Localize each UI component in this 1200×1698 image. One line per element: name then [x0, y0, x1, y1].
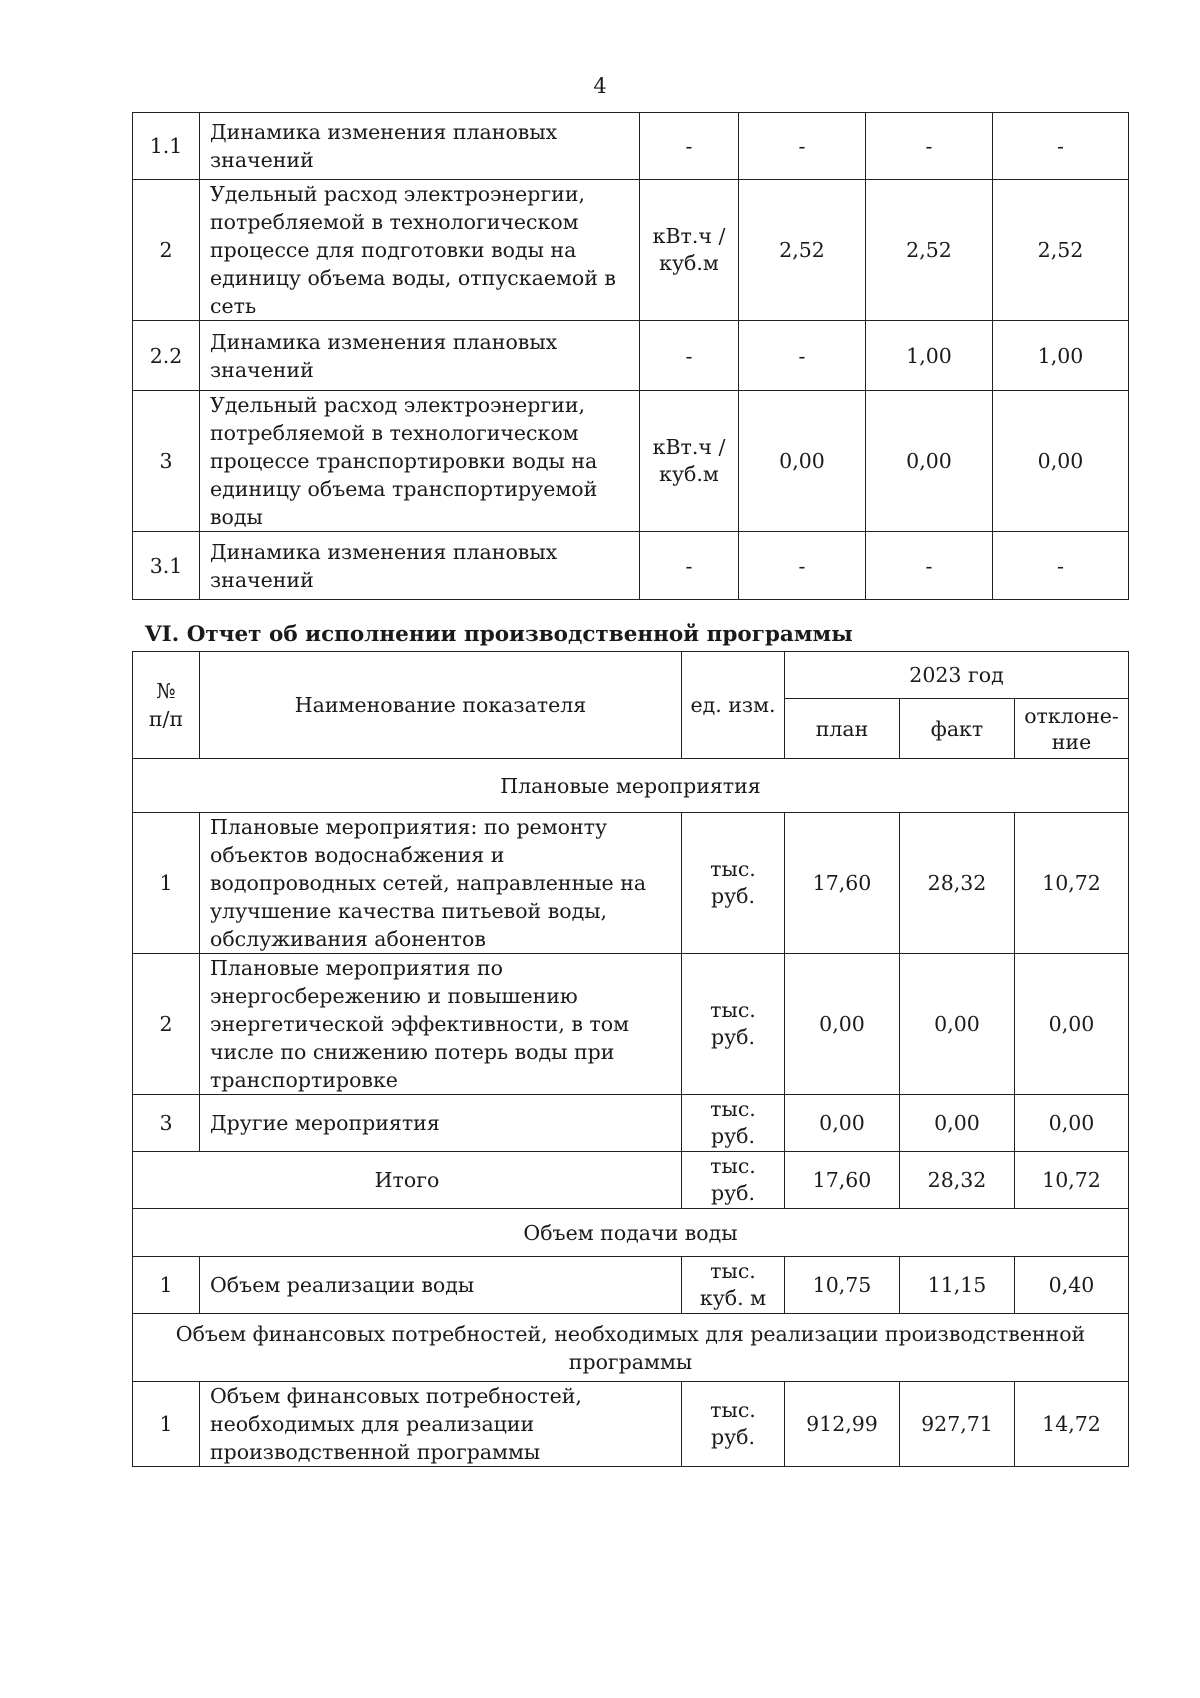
row-number: 1 [133, 1257, 200, 1314]
value-cell: 1,00 [866, 321, 993, 391]
indicator-name: Удельный расход электроэнергии, потребляемой в технологическом процессе для подготовки воды на единицу объема воды, отпускаемой в сеть [200, 180, 640, 321]
total-row [133, 1152, 1129, 1209]
section-row [133, 1209, 1129, 1257]
row-number: 3 [133, 391, 200, 532]
section-label: Объем подачи воды [133, 1209, 1129, 1257]
value-cell: 1,00 [993, 321, 1129, 391]
unit-cell: тыс. руб. [682, 1382, 785, 1467]
unit-cell: - [640, 321, 739, 391]
unit-cell: тыс. руб. [682, 813, 785, 954]
header-name: Наименование показателя [200, 652, 682, 759]
unit-cell: кВт.ч / куб.м [640, 180, 739, 321]
row-number: 2 [133, 954, 200, 1095]
table-row [133, 532, 1129, 600]
indicator-name: Плановые мероприятия по энергосбережению и повышению энергетической эффективности, в том числе по снижению потерь воды при транспортировке [200, 954, 682, 1095]
table-row [133, 813, 1129, 954]
unit-cell: тыс. руб. [682, 954, 785, 1095]
value-cell: 0,00 [866, 391, 993, 532]
section-row [133, 1314, 1129, 1382]
row-number: 2 [133, 180, 200, 321]
fact-cell: 11,15 [900, 1257, 1015, 1314]
row-number: 1.1 [133, 113, 200, 180]
table-row [133, 1257, 1129, 1314]
deviation-cell: 0,00 [1015, 1095, 1129, 1152]
header-year: 2023 год [785, 652, 1129, 699]
indicator-name: Другие мероприятия [200, 1095, 682, 1152]
indicator-name: Динамика изменения плановых значений [200, 113, 640, 180]
plan-cell: 17,60 [785, 1152, 900, 1209]
value-cell: 2,52 [866, 180, 993, 321]
unit-cell: тыс. руб. [682, 1152, 785, 1209]
plan-cell: 17,60 [785, 813, 900, 954]
table-row [133, 180, 1129, 321]
unit-cell: тыс. куб. м [682, 1257, 785, 1314]
deviation-cell: 10,72 [1015, 813, 1129, 954]
header-row [133, 652, 1129, 699]
value-cell: - [993, 113, 1129, 180]
unit-cell: - [640, 532, 739, 600]
table-row [133, 113, 1129, 180]
value-cell: - [739, 113, 866, 180]
page-number: 4 [593, 74, 607, 98]
table-row [133, 954, 1129, 1095]
indicator-name: Плановые мероприятия: по ремонту объектов водоснабжения и водопроводных сетей, направленные на улучшение качества питьевой воды, обслуживания абонентов [200, 813, 682, 954]
row-number: 2.2 [133, 321, 200, 391]
fact-cell: 927,71 [900, 1382, 1015, 1467]
value-cell: 2,52 [739, 180, 866, 321]
value-cell: 2,52 [993, 180, 1129, 321]
fact-cell: 28,32 [900, 813, 1015, 954]
value-cell: 0,00 [739, 391, 866, 532]
report-table [132, 651, 1129, 1467]
deviation-cell: 14,72 [1015, 1382, 1129, 1467]
fact-cell: 0,00 [900, 954, 1015, 1095]
unit-cell: кВт.ч / куб.м [640, 391, 739, 532]
fact-cell: 28,32 [900, 1152, 1015, 1209]
value-cell: - [866, 113, 993, 180]
indicators-table [132, 112, 1129, 600]
section-label: Плановые мероприятия [133, 759, 1129, 813]
row-number: 3 [133, 1095, 200, 1152]
indicator-name: Динамика изменения плановых значений [200, 321, 640, 391]
table-row [133, 321, 1129, 391]
plan-cell: 0,00 [785, 1095, 900, 1152]
deviation-cell: 0,00 [1015, 954, 1129, 1095]
header-num: № п/п [133, 652, 200, 759]
fact-cell: 0,00 [900, 1095, 1015, 1152]
plan-cell: 10,75 [785, 1257, 900, 1314]
header-deviation: отклоне-ние [1015, 699, 1129, 759]
deviation-cell: 0,40 [1015, 1257, 1129, 1314]
value-cell: - [640, 113, 739, 180]
row-number: 1 [133, 813, 200, 954]
section-row [133, 759, 1129, 813]
plan-cell: 0,00 [785, 954, 900, 1095]
table-row [133, 1382, 1129, 1467]
value-cell: - [866, 532, 993, 600]
table-row [133, 1095, 1129, 1152]
value-cell: 0,00 [993, 391, 1129, 532]
section-title: VI. Отчет об исполнении производственной программы [145, 622, 853, 647]
unit-cell: тыс. руб. [682, 1095, 785, 1152]
indicator-name: Объем финансовых потребностей, необходимых для реализации производственной программы [200, 1382, 682, 1467]
row-number: 3.1 [133, 532, 200, 600]
value-cell: - [739, 321, 866, 391]
header-unit: ед. изм. [682, 652, 785, 759]
value-cell: - [993, 532, 1129, 600]
plan-cell: 912,99 [785, 1382, 900, 1467]
deviation-cell: 10,72 [1015, 1152, 1129, 1209]
indicator-name: Динамика изменения плановых значений [200, 532, 640, 600]
section-label: Объем финансовых потребностей, необходимых для реализации производственной программы [133, 1314, 1129, 1382]
header-fact: факт [900, 699, 1015, 759]
header-plan: план [785, 699, 900, 759]
table-row [133, 391, 1129, 532]
total-label: Итого [133, 1152, 682, 1209]
indicator-name: Удельный расход электроэнергии, потребляемой в технологическом процессе транспортировки воды на единицу объема транспортируемой воды [200, 391, 640, 532]
value-cell: - [739, 532, 866, 600]
indicator-name: Объем реализации воды [200, 1257, 682, 1314]
row-number: 1 [133, 1382, 200, 1467]
